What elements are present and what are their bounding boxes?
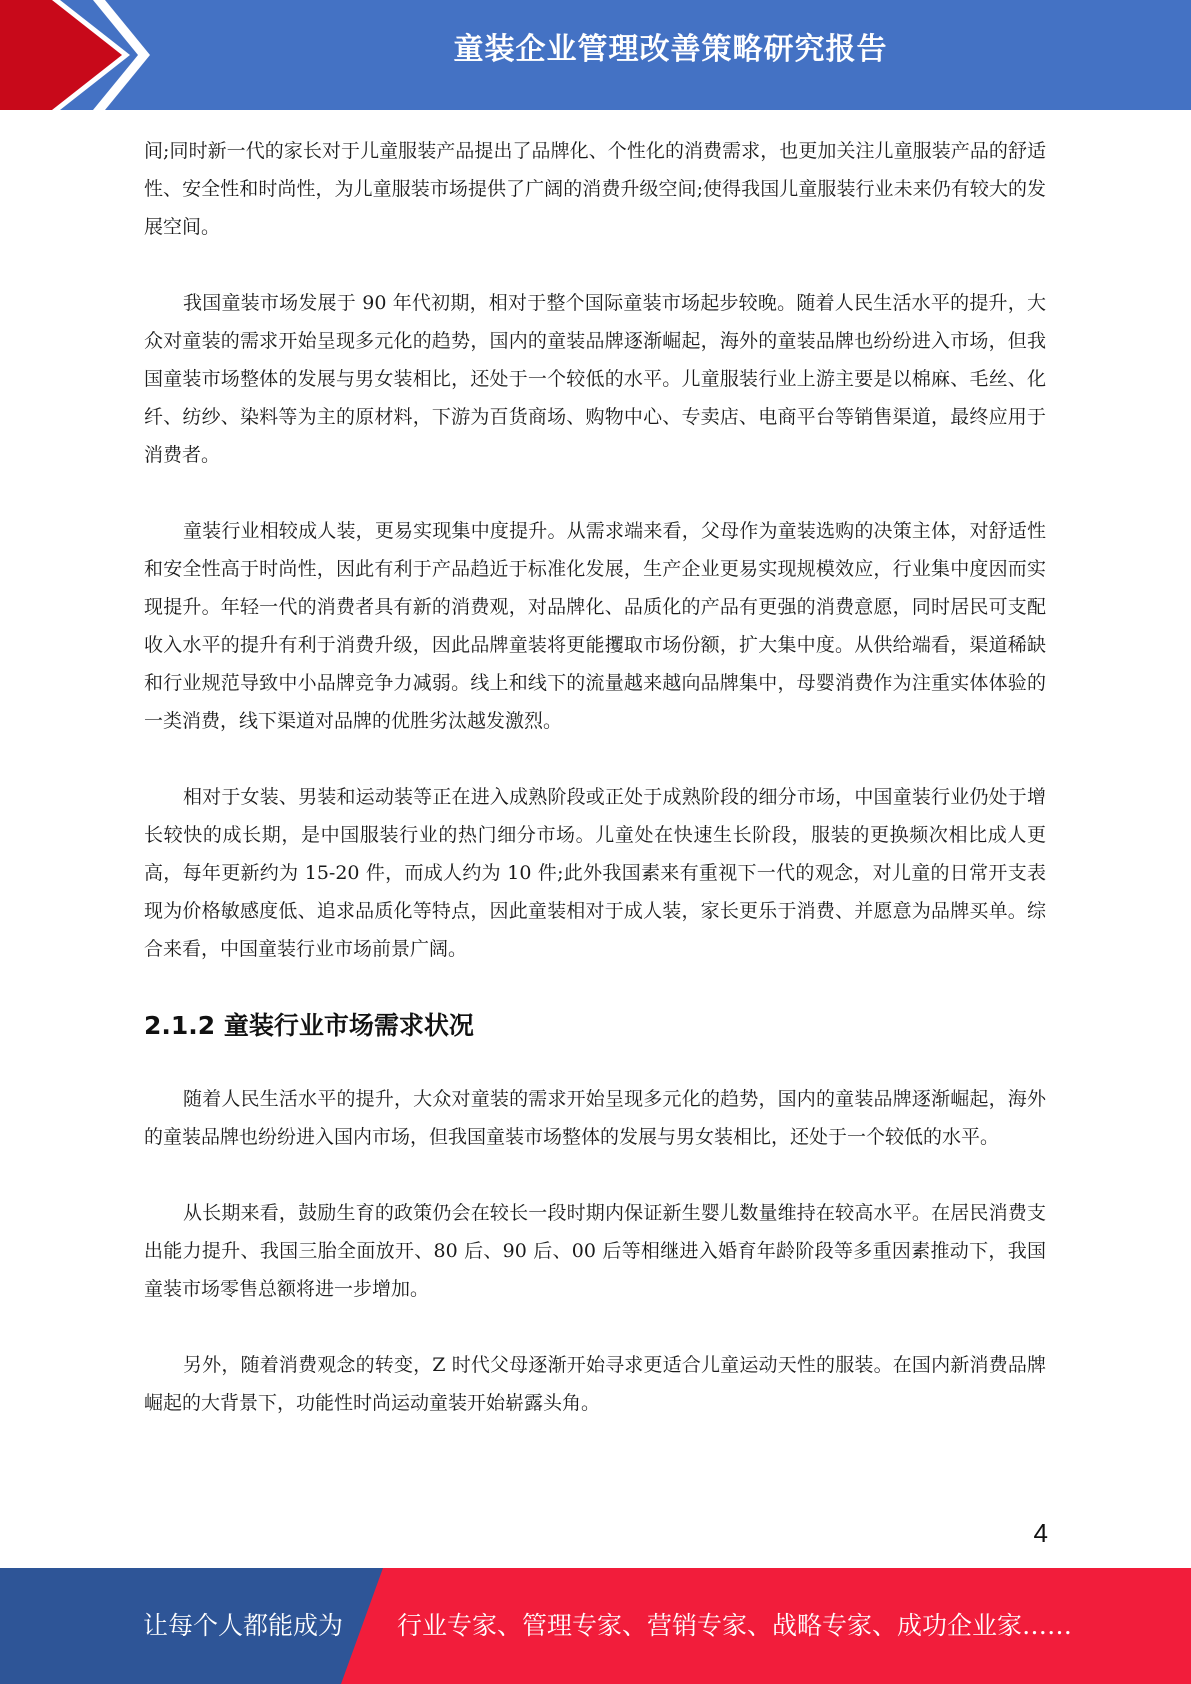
header-arrow-decoration (0, 0, 160, 110)
page-footer (0, 1568, 1191, 1684)
paragraph-1: 间;同时新一代的家长对于儿童服装产品提出了品牌化、个性化的消费需求，也更加关注儿童服装产品的舒适性、安全性和时尚性，为儿童服装市场提供了广阔的消费升级空间;使得我国儿童服装行业未来仍有较大的发展空间。 (144, 140, 1046, 238)
paragraph-2: 我国童装市场发展于 90 年代初期，相对于整个国际童装市场起步较晚。随着人民生活水平的提升，大众对童装的需求开始呈现多元化的趋势，国内的童装品牌逐渐崛起，海外的童装品牌也纷纷进入市场，但我国童装市场整体的发展与男女装相比，还处于一个较低的水平。儿童服装行业上游主要是以棉麻、毛丝、化纤、纺纱、染料等为主的原材料，下游为百货商场、购物中心、专卖店、电商平台等销售渠道，最终应用于消费者。 (144, 292, 1046, 466)
paragraph-3: 童装行业相较成人装，更易实现集中度提升。从需求端来看，父母作为童装选购的决策主体，对舒适性和安全性高于时尚性，因此有利于产品趋近于标准化发展，生产企业更易实现规模效应，行业集中度因而实现提升。年轻一代的消费者具有新的消费观，对品牌化、品质化的产品有更强的消费意愿，同时居民可支配收入水平的提升有利于消费升级，因此品牌童装将更能攫取市场份额，扩大集中度。从供给端看，渠道稀缺和行业规范导致中小品牌竞争力减弱。线上和线下的流量越来越向品牌集中，母婴消费作为注重实体体验的一类消费，线下渠道对品牌的优胜劣汰越发激烈。 (144, 520, 1046, 732)
report-title: 童装企业管理改善策略研究报告 (453, 32, 888, 67)
page-header (0, 0, 1191, 110)
section-heading: 2.1.2 童装行业市场需求状况 (144, 1011, 474, 1040)
footer-slogan-right: 行业专家、管理专家、营销专家、战略专家、成功企业家…… (397, 1611, 1073, 1640)
paragraph-4: 相对于女装、男装和运动装等正在进入成熟阶段或正处于成熟阶段的细分市场，中国童装行业仍处于增长较快的成长期，是中国服装行业的热门细分市场。儿童处在快速生长阶段，服装的更换频次相比成人更高，每年更新约为 15-20 件，而成人约为 10 件;此外我国素来有重视下一代的观念，对儿童的日常开支表现为价格敏感度低、追求品质化等特点，因此童装相对于成人装，家长更乐于消费、并愿意为品牌买单。综合来看，中国童装行业市场前景广阔。 (144, 786, 1046, 960)
page-number: 4 (1033, 1518, 1048, 1548)
document-body (144, 132, 1046, 1460)
section-paragraph-1: 随着人民生活水平的提升，大众对童装的需求开始呈现多元化的趋势，国内的童装品牌逐渐崛起，海外的童装品牌也纷纷进入国内市场，但我国童装市场整体的发展与男女装相比，还处于一个较低的水平。 (144, 1088, 1046, 1148)
footer-slogan-left: 让每个人都能成为 (143, 1611, 344, 1640)
section-paragraph-2: 从长期来看，鼓励生育的政策仍会在较长一段时期内保证新生婴儿数量维持在较高水平。在居民消费支出能力提升、我国三胎全面放开、80 后、90 后、00 后等相继进入婚育年龄阶段等多重因素推动下，我国童装市场零售总额将进一步增加。 (144, 1202, 1046, 1300)
section-paragraph-3: 另外，随着消费观念的转变，Z 时代父母逐渐开始寻求更适合儿童运动天性的服装。在国内新消费品牌崛起的大背景下，功能性时尚运动童装开始崭露头角。 (144, 1354, 1046, 1414)
